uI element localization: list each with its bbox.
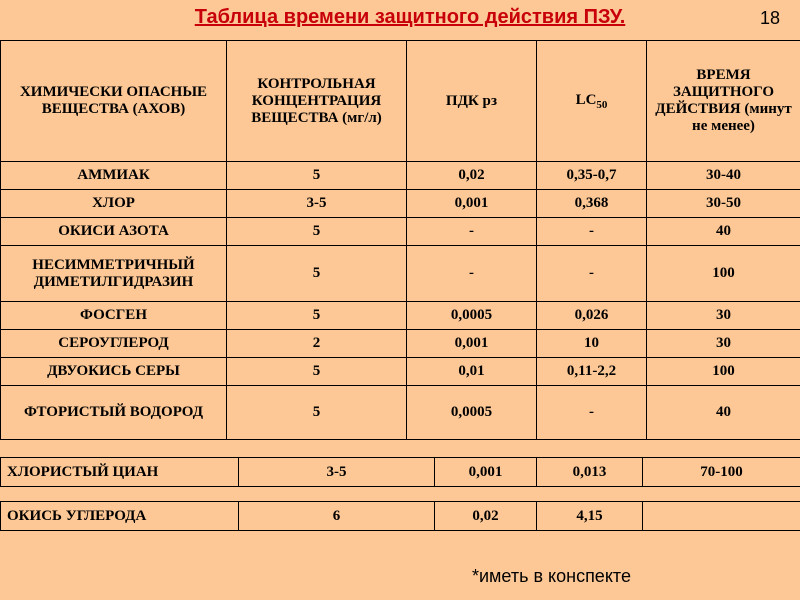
cell-substance: ОКИСЬ УГЛЕРОДА — [1, 502, 239, 531]
cell-substance: ХЛОР — [1, 190, 227, 218]
table-row — [1, 302, 800, 330]
cell-lc50: - — [537, 218, 647, 246]
header-protection-time: ВРЕМЯ ЗАЩИТНОГО ДЕЙСТВИЯ (минут не менее) — [647, 41, 800, 162]
table-row — [1, 218, 800, 246]
cell-pdk: - — [407, 218, 537, 246]
cell-time: 100 — [647, 358, 800, 386]
cell-substance: ДВУОКИСЬ СЕРЫ — [1, 358, 227, 386]
cell-lc50: 0,11-2,2 — [537, 358, 647, 386]
extra-row-table — [0, 457, 800, 487]
extra-row-table — [0, 501, 800, 531]
cell-lc50: 4,15 — [537, 502, 643, 531]
cell-pdk: - — [407, 246, 537, 302]
cell-pdk: 0,001 — [407, 190, 537, 218]
cell-substance: НЕСИММЕТРИЧНЫЙ ДИМЕТИЛГИДРАЗИН — [1, 246, 227, 302]
table-row — [1, 330, 800, 358]
header-lc-subscript: 50 — [596, 98, 608, 111]
table-header-row — [1, 41, 800, 162]
cell-pdk: 0,02 — [407, 162, 537, 190]
table-row — [1, 162, 800, 190]
table-row — [1, 246, 800, 302]
header-lc-label: LC — [575, 91, 597, 108]
cell-lc50: 0,013 — [537, 458, 643, 487]
header-pdk: ПДК рз — [407, 41, 537, 162]
cell-pdk: 0,001 — [407, 330, 537, 358]
cell-pdk: 0,02 — [435, 502, 537, 531]
cell-concentration: 5 — [227, 246, 407, 302]
cell-pdk: 0,0005 — [407, 386, 537, 440]
table-row — [1, 190, 800, 218]
cell-substance: СЕРОУГЛЕРОД — [1, 330, 227, 358]
protection-time-table — [0, 40, 800, 440]
cell-substance: АММИАК — [1, 162, 227, 190]
cell-pdk: 0,01 — [407, 358, 537, 386]
cell-concentration: 5 — [227, 302, 407, 330]
cell-time: 40 — [647, 386, 800, 440]
cell-concentration: 3-5 — [239, 458, 435, 487]
table-row — [1, 358, 800, 386]
cell-concentration: 3-5 — [227, 190, 407, 218]
cell-substance: ФТОРИСТЫЙ ВОДОРОД — [1, 386, 227, 440]
cell-pdk: 0,001 — [435, 458, 537, 487]
cell-lc50: 10 — [537, 330, 647, 358]
cell-time: 70-100 — [643, 458, 800, 487]
slide-title: Таблица времени защитного действия ПЗУ. — [194, 6, 626, 28]
cell-substance: ФОСГЕН — [1, 302, 227, 330]
table-row — [1, 502, 800, 531]
slide-number: 18 — [759, 8, 781, 28]
cell-time: 30-50 — [647, 190, 800, 218]
cell-lc50: 0,026 — [537, 302, 647, 330]
footnote: *иметь в конспекте — [472, 566, 631, 586]
header-lc50 — [537, 41, 647, 162]
cell-concentration: 5 — [227, 218, 407, 246]
cell-time: 30 — [647, 330, 800, 358]
cell-time: 100 — [647, 246, 800, 302]
table-row — [1, 386, 800, 440]
cell-concentration: 2 — [227, 330, 407, 358]
cell-lc50: - — [537, 386, 647, 440]
cell-concentration: 5 — [227, 358, 407, 386]
table-row — [1, 458, 800, 487]
header-substance: ХИМИЧЕСКИ ОПАСНЫЕ ВЕЩЕСТВА (АХОВ) — [1, 41, 227, 162]
cell-substance: ОКИСИ АЗОТА — [1, 218, 227, 246]
cell-lc50: - — [537, 246, 647, 302]
cell-time — [643, 502, 800, 531]
cell-concentration: 5 — [227, 386, 407, 440]
cell-concentration: 6 — [239, 502, 435, 531]
cell-time: 30 — [647, 302, 800, 330]
cell-time: 30-40 — [647, 162, 800, 190]
cell-substance: ХЛОРИСТЫЙ ЦИАН — [1, 458, 239, 487]
cell-pdk: 0,0005 — [407, 302, 537, 330]
header-control-concentration: КОНТРОЛЬНАЯ КОНЦЕНТРАЦИЯ ВЕЩЕСТВА (мг/л) — [227, 41, 407, 162]
cell-time: 40 — [647, 218, 800, 246]
cell-concentration: 5 — [227, 162, 407, 190]
cell-lc50: 0,368 — [537, 190, 647, 218]
cell-lc50: 0,35-0,7 — [537, 162, 647, 190]
